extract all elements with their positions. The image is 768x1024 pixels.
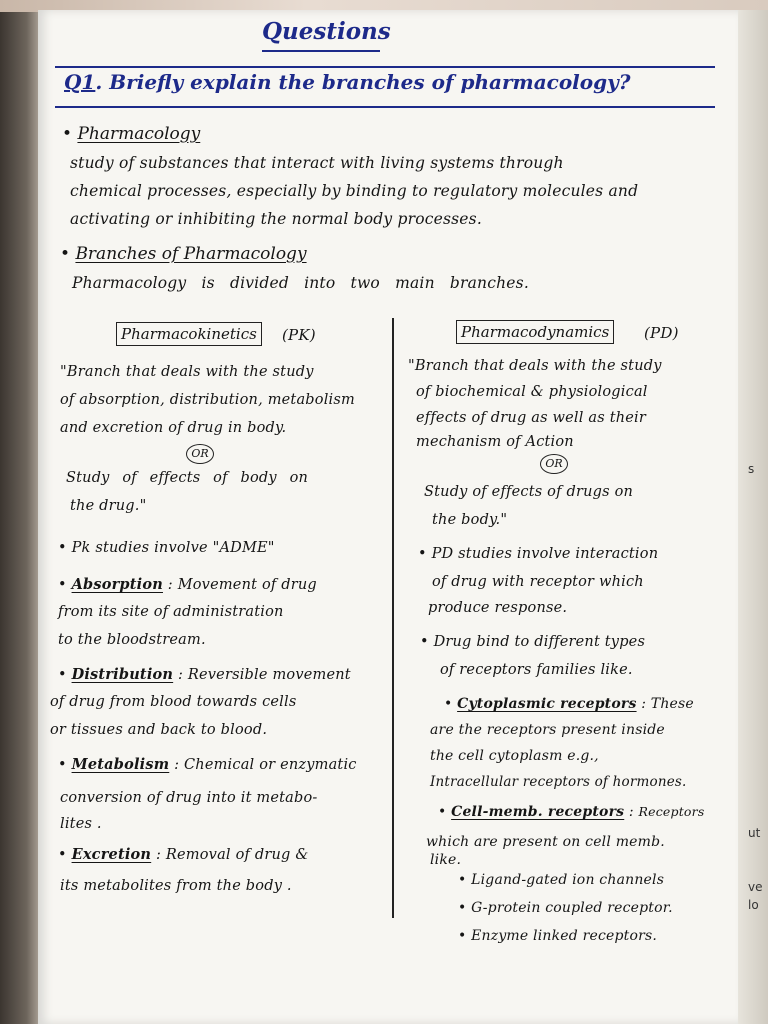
branches-heading-text: Branches of Pharmacology xyxy=(75,244,307,264)
pk-alt-line: the drug." xyxy=(70,498,147,514)
cellmemb-sep: : xyxy=(628,804,634,820)
pk-adme-text: Pk studies involve "ADME" xyxy=(71,540,275,556)
pk-excretion: • Excretion : Removal of drug & xyxy=(58,846,309,863)
cytoplasmic-line: Intracellular receptors of hormones. xyxy=(430,774,687,790)
pk-adme: • Pk studies involve "ADME" xyxy=(58,540,275,556)
pd-def-line: mechanism of Action xyxy=(416,434,574,450)
edge-fragment: s xyxy=(748,462,755,476)
pharmacology-line: activating or inhibiting the normal body processes. xyxy=(70,210,482,228)
metabolism-line: lites . xyxy=(60,816,102,832)
next-page-edge xyxy=(738,10,768,1024)
receptor-type-text: Ligand-gated ion channels xyxy=(471,872,665,888)
receptor-type-item: • Ligand-gated ion channels xyxy=(458,872,665,888)
excretion-line: Removal of drug & xyxy=(165,847,309,863)
receptor-type-item: • G-protein coupled receptor. xyxy=(458,900,673,916)
page-title: Questions xyxy=(262,18,391,45)
pd-abbr: (PD) xyxy=(644,324,679,342)
pk-def-line: of absorption, distribution, metabolism xyxy=(60,392,355,408)
question-heading xyxy=(64,70,630,94)
pd-bind: • Drug bind to different types xyxy=(420,634,646,650)
pd-def-line: effects of drug as well as their xyxy=(416,410,647,426)
pd-def-line: of biochemical & physiological xyxy=(416,384,648,400)
pd-def-line: "Branch that deals with the study xyxy=(408,358,662,374)
pharmacology-line: chemical processes, especially by binding to regulatory molecules and xyxy=(70,182,639,200)
branches-line: Pharmacology is divided into two main branches. xyxy=(72,274,529,292)
distribution-line: Reversible movement xyxy=(187,667,351,683)
pd-alt-line: the body." xyxy=(432,512,508,528)
pd-cytoplasmic: • Cytoplasmic receptors : These xyxy=(444,696,694,712)
question-bottom-rule xyxy=(55,106,715,108)
pk-or-circle: OR xyxy=(186,444,214,464)
distribution-line: or tissues and back to blood. xyxy=(50,722,268,738)
question-dot: . xyxy=(95,70,103,94)
notebook-binding xyxy=(0,10,38,1024)
absorption-term: Absorption xyxy=(71,576,163,593)
excretion-line: its metabolites from the body . xyxy=(60,878,292,894)
pd-interaction-line: produce response. xyxy=(428,600,568,616)
pd-or-circle: OR xyxy=(540,454,568,474)
pharmacology-heading-text: Pharmacology xyxy=(77,124,201,144)
pd-bind-line: of receptors families like. xyxy=(440,662,633,678)
pharmacology-line: study of substances that interact with living systems through xyxy=(70,154,564,172)
edge-fragment: ut xyxy=(748,826,761,840)
metabolism-line: Chemical or enzymatic xyxy=(183,757,357,773)
pd-cellmemb: • Cell-memb. receptors : Receptors xyxy=(438,804,705,820)
pk-abbr: (PK) xyxy=(282,326,316,344)
distribution-term: Distribution xyxy=(71,666,174,683)
receptor-type-text: Enzyme linked receptors. xyxy=(471,928,658,944)
absorption-line: from its site of administration xyxy=(58,604,284,620)
question-number: Q1 xyxy=(64,70,96,94)
pd-alt-line: Study of effects of drugs on xyxy=(424,484,634,500)
cytoplasmic-line: are the receptors present inside xyxy=(430,722,665,738)
pk-distribution: • Distribution : Reversible movement xyxy=(58,666,351,683)
question-top-rule xyxy=(55,66,715,68)
pd-interaction-line: of drug with receptor which xyxy=(432,574,644,590)
pd-interaction-line: PD studies involve interaction xyxy=(431,546,659,562)
distribution-line: of drug from blood towards cells xyxy=(50,694,297,710)
cytoplasmic-line: the cell cytoplasm e.g., xyxy=(430,748,599,764)
cellmemb-line: Receptors xyxy=(638,804,705,819)
pharmacology-heading: • Pharmacology xyxy=(62,124,201,144)
receptor-type-text: G-protein coupled receptor. xyxy=(471,900,673,916)
absorption-sep: : xyxy=(167,577,173,593)
metabolism-term: Metabolism xyxy=(71,756,170,773)
absorption-line: Movement of drug xyxy=(177,577,317,593)
pd-box: Pharmacodynamics xyxy=(456,320,614,344)
column-divider xyxy=(392,318,394,918)
pk-metabolism: • Metabolism : Chemical or enzymatic xyxy=(58,756,357,773)
distribution-sep: : xyxy=(177,667,184,683)
pk-def-line: "Branch that deals with the study xyxy=(60,364,314,380)
metabolism-line: conversion of drug into it metabo- xyxy=(60,790,318,806)
cellmemb-line: like. xyxy=(430,852,462,868)
edge-fragment: ve xyxy=(748,880,763,894)
pk-alt-line: Study of effects of body on xyxy=(66,470,309,486)
cytoplasmic-sep: : xyxy=(641,696,647,712)
receptor-type-item: • Enzyme linked receptors. xyxy=(458,928,658,944)
branches-heading: • Branches of Pharmacology xyxy=(60,244,307,264)
excretion-term: Excretion xyxy=(71,846,152,863)
cytoplasmic-term: Cytoplasmic receptors xyxy=(457,696,637,712)
edge-fragment: lo xyxy=(748,898,759,912)
cellmemb-term: Cell-memb. receptors xyxy=(451,804,625,820)
pk-box: Pharmacokinetics xyxy=(116,322,262,346)
pk-def-line: and excretion of drug in body. xyxy=(60,420,287,436)
excretion-sep: : xyxy=(156,847,162,863)
absorption-line: to the bloodstream. xyxy=(58,632,206,648)
question-text: Briefly explain the branches of pharmacology? xyxy=(109,70,631,94)
cytoplasmic-line: These xyxy=(650,696,694,712)
metabolism-sep: : xyxy=(174,757,180,773)
pd-bind-line: Drug bind to different types xyxy=(433,634,646,650)
pk-absorption: • Absorption : Movement of drug xyxy=(58,576,317,593)
title-underline xyxy=(262,50,380,52)
cellmemb-line: which are present on cell memb. xyxy=(426,834,665,850)
pd-interaction: • PD studies involve interaction xyxy=(418,546,659,562)
